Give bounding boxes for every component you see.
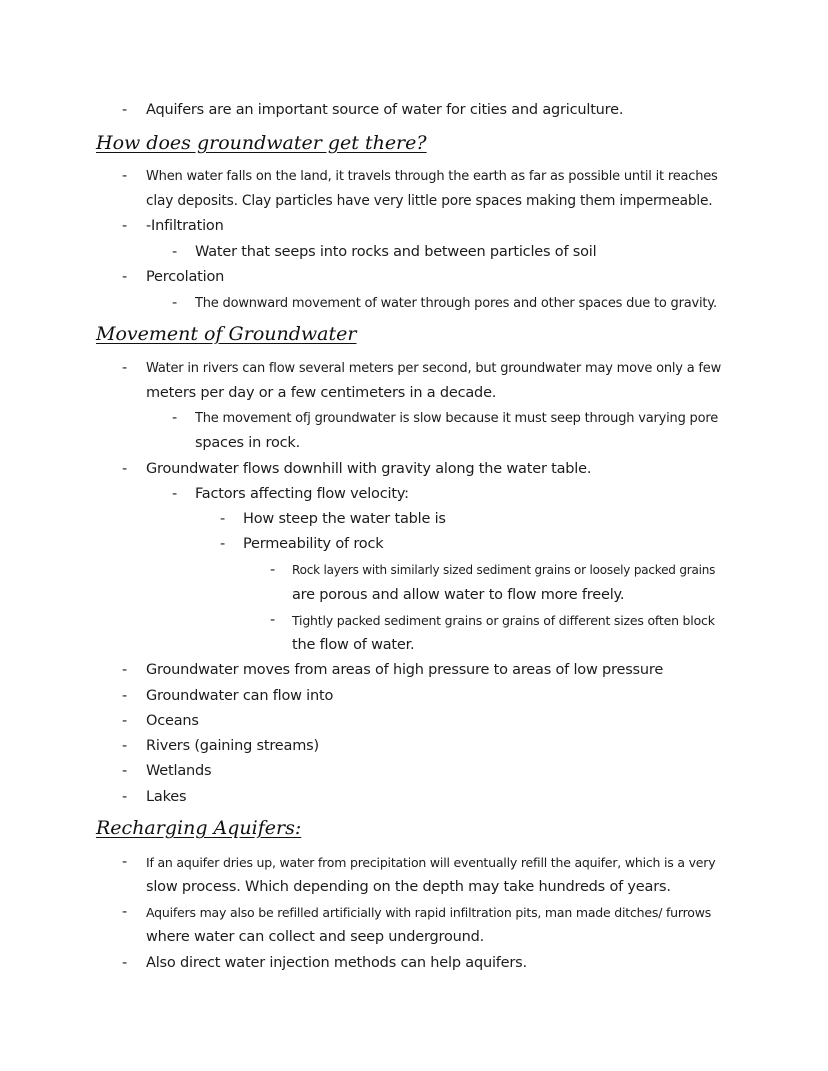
recharge-bullet-2-line-2: where water can collect and seep underground. <box>146 929 485 945</box>
permeability-porous-line-1: Rock layers with similarly sized sediment grains or loosely packed grains <box>292 563 716 577</box>
bullet-dash: - <box>122 218 128 234</box>
movement-bullet-flow-into: Groundwater can flow into <box>146 688 334 704</box>
origin-percolation-definition: The downward movement of water through pores and other spaces due to gravity. <box>195 296 717 311</box>
recharge-bullet-injection: Also direct water injection methods can help aquifers. <box>146 955 527 971</box>
movement-bullet-1-line-2: meters per day or a few centimeters in a decade. <box>146 385 497 401</box>
permeability-porous-line-2: are porous and allow water to flow more freely. <box>292 587 625 603</box>
recharge-bullet-2-line-1: Aquifers may also be refilled artificially with rapid infiltration pits, man made ditches/ furrows <box>146 905 712 920</box>
origin-bullet-1-line-2: clay deposits. Clay particles have very little pore spaces making them impermeable. <box>146 193 713 209</box>
bullet-dash: - <box>172 486 178 502</box>
intro-bullet: Aquifers are an important source of water for cities and agriculture. <box>146 102 624 118</box>
movement-slow-reason-line-1: The movement ofj groundwater is slow because it must seep through varying pore <box>195 411 719 426</box>
heading-movement: Movement of Groundwater <box>96 323 357 345</box>
movement-slow-reason-line-2: spaces in rock. <box>195 435 301 451</box>
bullet-dash: - <box>270 612 276 628</box>
recharge-bullet-1-line-2: slow process. Which depending on the depth may take hundreds of years. <box>146 879 671 895</box>
movement-factor-permeability: Permeability of rock <box>243 536 384 552</box>
bullet-dash: - <box>122 461 128 477</box>
movement-bullet-lakes: Lakes <box>146 789 187 805</box>
bullet-dash: - <box>172 244 178 260</box>
movement-bullet-1-line-1: Water in rivers can flow several meters per second, but groundwater may move only a few <box>146 361 722 376</box>
bullet-dash: - <box>122 955 128 971</box>
bullet-dash: - <box>122 269 128 285</box>
bullet-dash: - <box>270 562 276 578</box>
origin-bullet-percolation: Percolation <box>146 269 225 285</box>
permeability-blocked-line-2: the flow of water. <box>292 637 415 653</box>
origin-bullet-infiltration: -Infiltration <box>146 218 224 234</box>
bullet-dash: - <box>122 904 128 920</box>
bullet-dash: - <box>122 168 128 184</box>
bullet-dash: - <box>122 688 128 704</box>
bullet-dash: - <box>220 511 226 527</box>
origin-bullet-1-line-1: When water falls on the land, it travels through the earth as far as possible until it reaches <box>146 169 718 184</box>
bullet-dash: - <box>172 410 178 426</box>
movement-bullet-downhill: Groundwater flows downhill with gravity along the water table. <box>146 461 592 477</box>
recharge-bullet-1-line-1: If an aquifer dries up, water from precipitation will eventually refill the aquifer, which is a very <box>146 855 716 870</box>
bullet-dash: - <box>122 360 128 376</box>
bullet-dash: - <box>122 102 128 118</box>
bullet-dash: - <box>122 789 128 805</box>
heading-groundwater-origin: How does groundwater get there? <box>96 132 427 154</box>
bullet-dash: - <box>122 713 128 729</box>
bullet-dash: - <box>172 295 178 311</box>
bullet-dash: - <box>220 536 226 552</box>
bullet-dash: - <box>122 854 128 870</box>
movement-bullet-oceans: Oceans <box>146 713 199 729</box>
movement-bullet-rivers: Rivers (gaining streams) <box>146 738 319 754</box>
bullet-dash: - <box>122 763 128 779</box>
movement-bullet-pressure: Groundwater moves from areas of high pressure to areas of low pressure <box>146 662 664 678</box>
movement-bullet-wetlands: Wetlands <box>146 763 212 779</box>
bullet-dash: - <box>122 662 128 678</box>
movement-factors-label: Factors affecting flow velocity: <box>195 486 409 502</box>
bullet-dash: - <box>122 738 128 754</box>
origin-infiltration-definition: Water that seeps into rocks and between particles of soil <box>195 244 597 260</box>
movement-factor-steepness: How steep the water table is <box>243 511 446 527</box>
heading-recharging: Recharging Aquifers: <box>96 817 302 839</box>
permeability-blocked-line-1: Tightly packed sediment grains or grains of different sizes often block <box>292 613 715 628</box>
